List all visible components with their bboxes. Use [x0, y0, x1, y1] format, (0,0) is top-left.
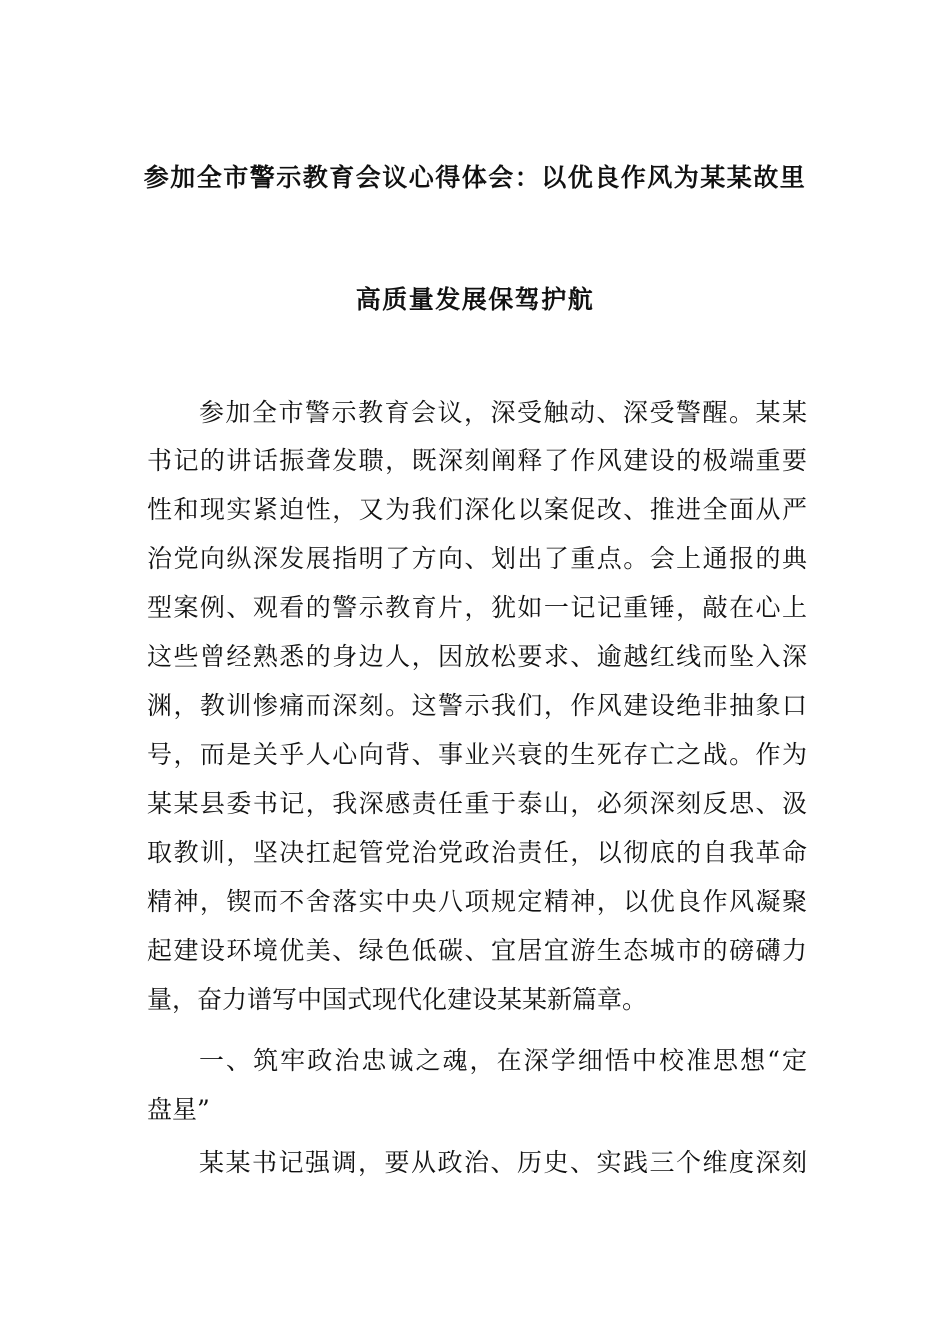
paragraph-1-line-7: 渊，教训惨痛而深刻。这警示我们，作风建设绝非抽象口: [147, 691, 807, 720]
paragraph-1-line-12: 起建设环境优美、绿色低碳、宜居宜游生态城市的磅礴力: [147, 936, 807, 965]
paragraph-1-line-8: 号，而是关乎人心向背、事业兴衰的生死存亡之战。作为: [147, 740, 807, 769]
paragraph-1-line-11: 精神，锲而不舍落实中央八项规定精神，以优良作风凝聚: [147, 887, 807, 916]
paragraph-1-line-2: 书记的讲话振聋发聩，既深刻阐释了作风建设的极端重要: [147, 446, 807, 475]
paragraph-1-line-1: 参加全市警示教育会议，深受触动、深受警醒。某某: [199, 398, 807, 427]
paragraph-1-line-3: 性和现实紧迫性，又为我们深化以案促改、推进全面从严: [147, 495, 807, 524]
paragraph-1-line-13: 量，奋力谱写中国式现代化建设某某新篇章。: [147, 985, 648, 1014]
document-title-line-1: 参加全市警示教育会议心得体会：以优良作风为某某故里: [143, 163, 807, 192]
paragraph-1-line-10: 取教训，坚决扛起管党治党政治责任，以彻底的自我革命: [147, 838, 807, 867]
paragraph-1-line-5: 型案例、观看的警示教育片，犹如一记记重锤，敲在心上: [147, 593, 807, 622]
paragraph-1-line-9: 某某县委书记，我深感责任重于泰山，必须深刻反思、汲: [147, 789, 807, 818]
paragraph-1-line-4: 治党向纵深发展指明了方向、划出了重点。会上通报的典: [147, 544, 807, 573]
paragraph-2-line-1: 某某书记强调，要从政治、历史、实践三个维度深刻: [199, 1148, 807, 1177]
section-heading-1-line-2: 盘星”: [147, 1095, 210, 1124]
section-heading-1-line-1: 一、筑牢政治忠诚之魂，在深学细悟中校准思想“定: [199, 1046, 807, 1075]
paragraph-1-line-6: 这些曾经熟悉的身边人，因放松要求、逾越红线而坠入深: [147, 642, 807, 671]
document-title-line-2: 高质量发展保驾护航: [355, 285, 595, 314]
